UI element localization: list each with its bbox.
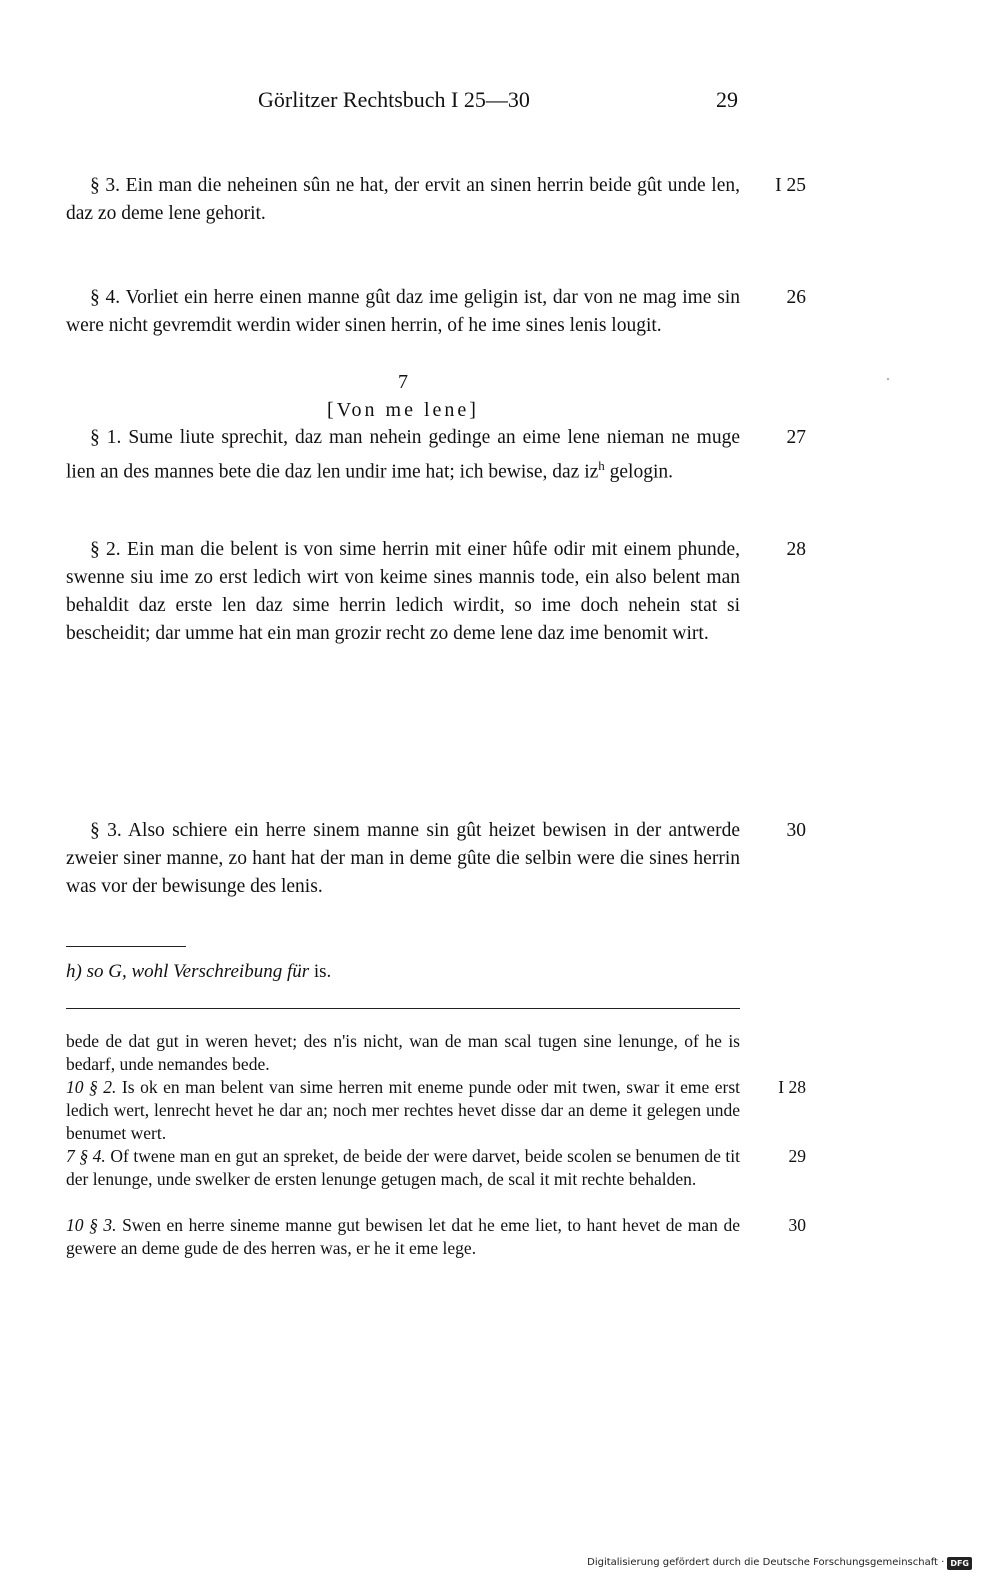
paragraph-text [66,424,740,487]
apparatus-body: Swen en herre sineme manne gut bewisen let dat he eme liet, to hant hevet de man de gewere an deme gude de des herren was, er he it eme lege. [66,1215,741,1258]
section-paragraph [66,172,806,228]
section-paragraph [66,536,806,648]
apparatus-text [66,1214,740,1260]
digitization-credit [587,1556,972,1570]
footnote [66,958,331,986]
footnote-roman: is. [309,961,332,982]
apparatus-text [66,1076,740,1145]
apparatus-body: Is ok en man belent van sime herren mit eneme punde oder mit twen, swar it eme erst ledich wert, lenrecht hevet he dar an; noch mer rechtes hevet disse dar an deme it gelegen unde benumet wert. [66,1077,740,1143]
apparatus-ref: 10 § 3. [66,1215,117,1235]
apparatus-ref: 7 § 4. [66,1146,106,1166]
scan-speck [887,378,889,380]
apparatus-text: bede de dat gut in weren hevet; des n'is nicht, wan de man scal tugen sine lenunge, of he is bedarf, unde nemandes bede. [66,1031,740,1074]
footnote-rule [66,946,186,947]
paragraph-text: § 2. Ein man die belent is von sime herrin mit einer hûfe odir mit einem phunde, swenne siu ime zo erst ledich wirt von keime sines mannis tode, ein also belent man behaldit daz erste len daz sime herrin ledich wirdit, so ime doch nehein stat si bescheidit; dar umme hat ein man grozir recht zo deme lene daz ime benomit wirt. [66,539,740,644]
apparatus-entry [66,1214,806,1260]
chapter-title: [Von me lene] [327,399,479,421]
running-title: Görlitzer Rechtsbuch I 25—30 [258,87,530,112]
footnote-marker: h [598,458,605,473]
margin-reference: 30 [786,820,806,841]
section-paragraph [66,817,806,901]
credit-text: Digitalisierung gefördert durch die Deutsche Forschungsgemeinschaft · [587,1557,945,1568]
apparatus-entry [66,1030,806,1076]
margin-reference: I 28 [778,1077,806,1097]
apparatus-body: Of twene man en gut an spreket, de beide der were darvet, beide scolen se benumen de tit der lenunge, unde swelker de ersten lenunge getugen mach, de scal it mit rechte behalden. [66,1146,740,1189]
paragraph-text: § 3. Also schiere ein herre sinem manne sin gût heizet bewisen in der antwerde zweier siner manne, zo hant hat der man in deme gûte die selbin were die sines herrin was vor der bewisunge des lenis. [66,820,740,897]
margin-reference: I 25 [775,175,806,196]
paragraph-text-end: gelogin. [604,461,674,483]
page-number: 29 [716,87,738,112]
margin-reference: 26 [786,287,806,308]
margin-reference: 28 [786,539,806,560]
apparatus-ref: 10 § 2. [66,1077,117,1097]
apparatus-entry [66,1145,806,1191]
footnote-italic: h) so G, wohl Verschreibung für [66,961,310,982]
section-paragraph [66,284,806,340]
chapter-number: 7 [398,371,408,393]
margin-reference: 27 [786,427,806,448]
apparatus-entry [66,1076,806,1145]
paragraph-text: § 4. Vorliet ein herre einen manne gût daz ime geligin ist, dar von ne mag ime sin were nicht gevremdit werdin wider sinen herrin, of he ime sines lenis lougit. [66,287,740,336]
paragraph-text: § 3. Ein man die neheinen sûn ne hat, der ervit an sinen herrin beide gût unde len, daz zo deme lene gehorit. [66,175,740,224]
apparatus-rule [66,1008,740,1009]
dfg-logo: DFG [947,1557,972,1570]
section-paragraph [66,424,806,487]
margin-reference: 29 [788,1146,806,1166]
apparatus-text [66,1145,740,1191]
margin-reference: 30 [788,1215,806,1235]
paragraph-text-start: § 1. Sume liute sprechit, daz man nehein gedinge an eime lene nieman ne muge lien an des mannes bete die daz len undir ime hat; ich bewise, daz iz [66,427,740,483]
